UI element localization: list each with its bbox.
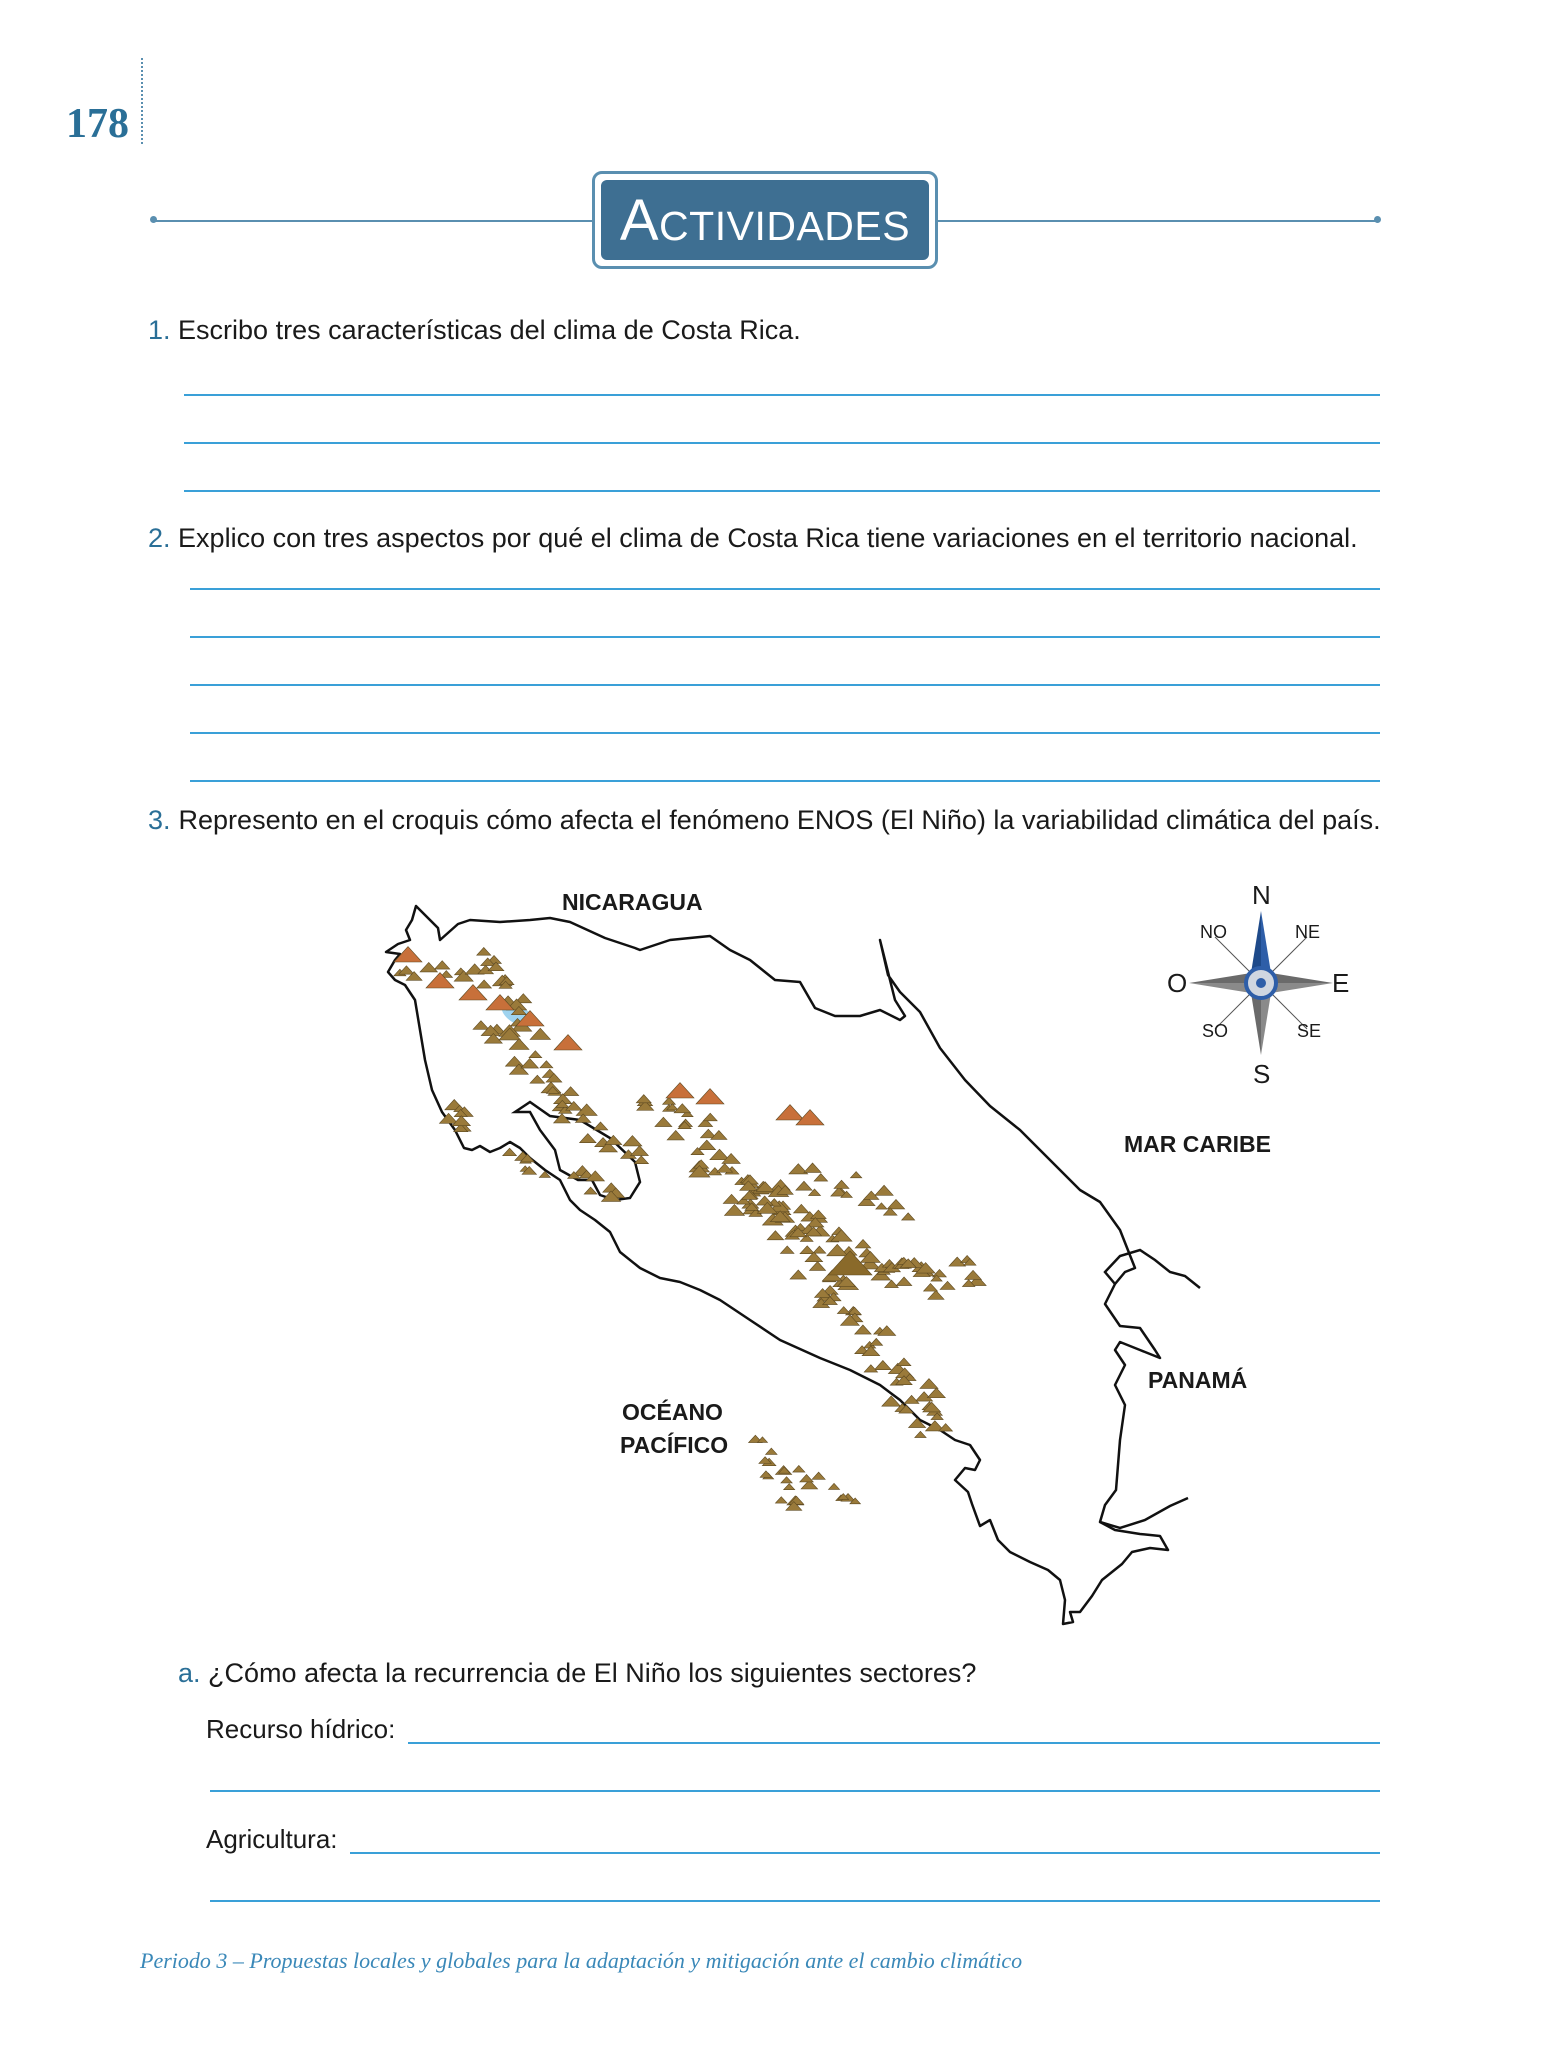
mountain-icon: [837, 1307, 850, 1314]
mountain-icon: [756, 1196, 772, 1205]
mountain-icon: [775, 1497, 787, 1503]
mountain-icon: [503, 1148, 517, 1156]
mountain-icon: [812, 1472, 825, 1479]
footer-period-text: Periodo 3 – Propuestas locales y globales para la adaptación y mitigación ante el cambio climático: [140, 1948, 1023, 1973]
mountain-icon: [793, 1465, 805, 1472]
header-line-right: [938, 220, 1378, 222]
subquestion-a-text: ¿Cómo afecta la recurrencia de El Niño los siguientes sectores?: [208, 1658, 977, 1688]
compass-se: SE: [1297, 1021, 1322, 1041]
question-1: [148, 312, 1408, 348]
volcano-icon: [776, 1105, 804, 1120]
mountain-icon: [814, 1174, 828, 1181]
question-3-number: 3.: [148, 805, 171, 835]
mountain-icon: [902, 1213, 915, 1220]
compass-no: NO: [1200, 922, 1227, 942]
mountain-icon: [723, 1194, 740, 1203]
answer-line[interactable]: [190, 732, 1380, 734]
mountain-icon: [477, 980, 492, 988]
question-3-text: Represento en el croquis cómo afecta el fenómeno ENOS (El Niño) la variabilidad climática del país.: [178, 805, 1381, 835]
mountain-icon: [655, 1117, 672, 1126]
mountain-icon: [717, 1164, 733, 1173]
volcano-icon: [696, 1089, 724, 1104]
mountain-icon: [940, 1281, 955, 1289]
mountain-icon: [855, 1325, 871, 1334]
mountain-icon: [780, 1246, 794, 1253]
answer-line[interactable]: [184, 394, 1380, 396]
question-2: [148, 520, 1448, 556]
mountain-icon: [927, 1388, 945, 1398]
mountain-icon: [800, 1474, 814, 1481]
label-oceano: OCÉANO: [622, 1399, 723, 1425]
mountain-icon: [506, 1056, 524, 1066]
mountain-icon: [831, 1230, 852, 1242]
mountain-icon: [875, 1185, 893, 1195]
compass-n: N: [1252, 880, 1271, 910]
question-1-text: Escribo tres características del clima de Costa Rica.: [178, 315, 801, 345]
header-line-dot-right: [1374, 216, 1381, 223]
section-title-text: Actividades: [619, 187, 911, 253]
answer-line[interactable]: [210, 1790, 1380, 1792]
mountain-icon: [593, 1122, 608, 1130]
question-2-number: 2.: [148, 523, 171, 553]
mountain-icon: [580, 1134, 596, 1143]
compass-o: O: [1167, 968, 1188, 998]
mountain-icon: [439, 1113, 457, 1123]
mountain-icon: [703, 1113, 717, 1121]
mountain-icon: [420, 962, 437, 972]
compass-ne: NE: [1295, 922, 1321, 942]
mountain-icon: [710, 1149, 729, 1160]
mountain-icon: [928, 1290, 944, 1299]
page-number-divider: [141, 58, 143, 144]
answer-line[interactable]: [184, 442, 1380, 444]
mountain-icon: [623, 1136, 642, 1146]
mountain-icon: [767, 1231, 783, 1240]
mountain-icon: [920, 1379, 938, 1389]
mountain-icon: [521, 1058, 538, 1068]
mountain-icon: [473, 1021, 489, 1030]
mountain-icon: [399, 966, 414, 974]
volcano-icon: [666, 1083, 694, 1098]
compass-so: SO: [1202, 1021, 1229, 1041]
label-mar-caribe: MAR CARIBE: [1124, 1131, 1271, 1157]
answer-line-agricultura[interactable]: [350, 1852, 1380, 1854]
mountain-icon: [636, 1095, 651, 1103]
header-line-left: [154, 220, 592, 222]
mountain-icon: [813, 1246, 826, 1253]
mountain-icon: [781, 1477, 792, 1483]
panama-border: [1105, 1250, 1200, 1288]
mountain-icon: [724, 1204, 744, 1215]
mountain-icon: [698, 1140, 716, 1150]
mountain-icon: [800, 1246, 814, 1254]
mountain-icon: [965, 1270, 982, 1279]
mountain-icon: [796, 1181, 812, 1190]
answer-line[interactable]: [210, 1900, 1380, 1902]
mountain-ranges: [394, 947, 986, 1511]
mountain-icon: [885, 1280, 899, 1287]
compass-e: E: [1332, 968, 1350, 998]
question-3: [148, 802, 1382, 838]
mountain-icon: [760, 1471, 772, 1477]
mountain-icon: [915, 1431, 926, 1437]
subquestion-a-letter: a.: [178, 1658, 201, 1688]
mountain-icon: [850, 1172, 861, 1178]
mountain-icon: [804, 1163, 821, 1172]
country-outline: [386, 906, 1168, 1624]
label-nicaragua: NICARAGUA: [562, 889, 703, 915]
volcano-icon: [554, 1035, 582, 1050]
mountain-icon: [874, 1360, 891, 1369]
mountain-icon: [766, 1448, 777, 1454]
mountain-icon: [631, 1146, 649, 1156]
subquestion-a: [178, 1658, 976, 1689]
mountain-icon: [667, 1130, 684, 1139]
page-number: 178: [66, 101, 129, 147]
mountain-icon: [810, 1262, 826, 1271]
answer-line[interactable]: [190, 588, 1380, 590]
mountain-icon: [530, 1075, 545, 1083]
mountain-icon: [477, 947, 491, 955]
field-label-agricultura: Agricultura:: [206, 1824, 338, 1854]
mountain-icon: [790, 1270, 806, 1279]
mountain-icon: [834, 1180, 849, 1188]
mountain-icon: [435, 961, 450, 969]
mountain-icon: [855, 1239, 870, 1247]
label-panama: PANAMÁ: [1148, 1367, 1248, 1393]
mountain-icon: [870, 1338, 883, 1345]
mountain-icon: [811, 1210, 827, 1219]
mountain-icon: [828, 1483, 839, 1489]
mountain-icon: [784, 1484, 795, 1490]
label-pacifico: PACÍFICO: [620, 1432, 729, 1458]
mountain-icon: [827, 1244, 848, 1255]
answer-line[interactable]: [190, 684, 1380, 686]
mountain-icon: [509, 1039, 529, 1050]
mountain-icon: [529, 1051, 542, 1058]
answer-line[interactable]: [190, 636, 1380, 638]
question-1-number: 1.: [148, 315, 171, 345]
mountain-icon: [924, 1283, 938, 1291]
question-2-text: Explico con tres aspectos por qué el clima de Costa Rica tiene variaciones en el territorio nacional.: [178, 523, 1358, 553]
mountain-icon: [634, 1156, 648, 1164]
field-label-recurso-hidrico: Recurso hídrico:: [206, 1714, 396, 1744]
mountain-icon: [530, 1028, 550, 1039]
section-title-box: [592, 171, 938, 269]
section-title: [601, 180, 929, 260]
panama-border-south: [1100, 1498, 1188, 1528]
compass-s: S: [1253, 1059, 1271, 1089]
mountain-icon: [562, 1087, 578, 1096]
gulf-outline: [515, 1102, 640, 1200]
mountain-icon: [897, 1358, 911, 1366]
mountain-icon: [896, 1277, 912, 1286]
mountain-icon: [694, 1160, 709, 1168]
costa-rica-sketch-map[interactable]: [380, 880, 1350, 1650]
answer-line[interactable]: [190, 780, 1380, 782]
mountain-icon: [794, 1204, 810, 1213]
mountain-icon: [540, 1061, 553, 1068]
mountain-icon: [876, 1203, 887, 1209]
answer-line-recurso-hidrico[interactable]: [408, 1742, 1380, 1744]
answer-line[interactable]: [184, 490, 1380, 492]
mountain-icon: [887, 1199, 904, 1209]
